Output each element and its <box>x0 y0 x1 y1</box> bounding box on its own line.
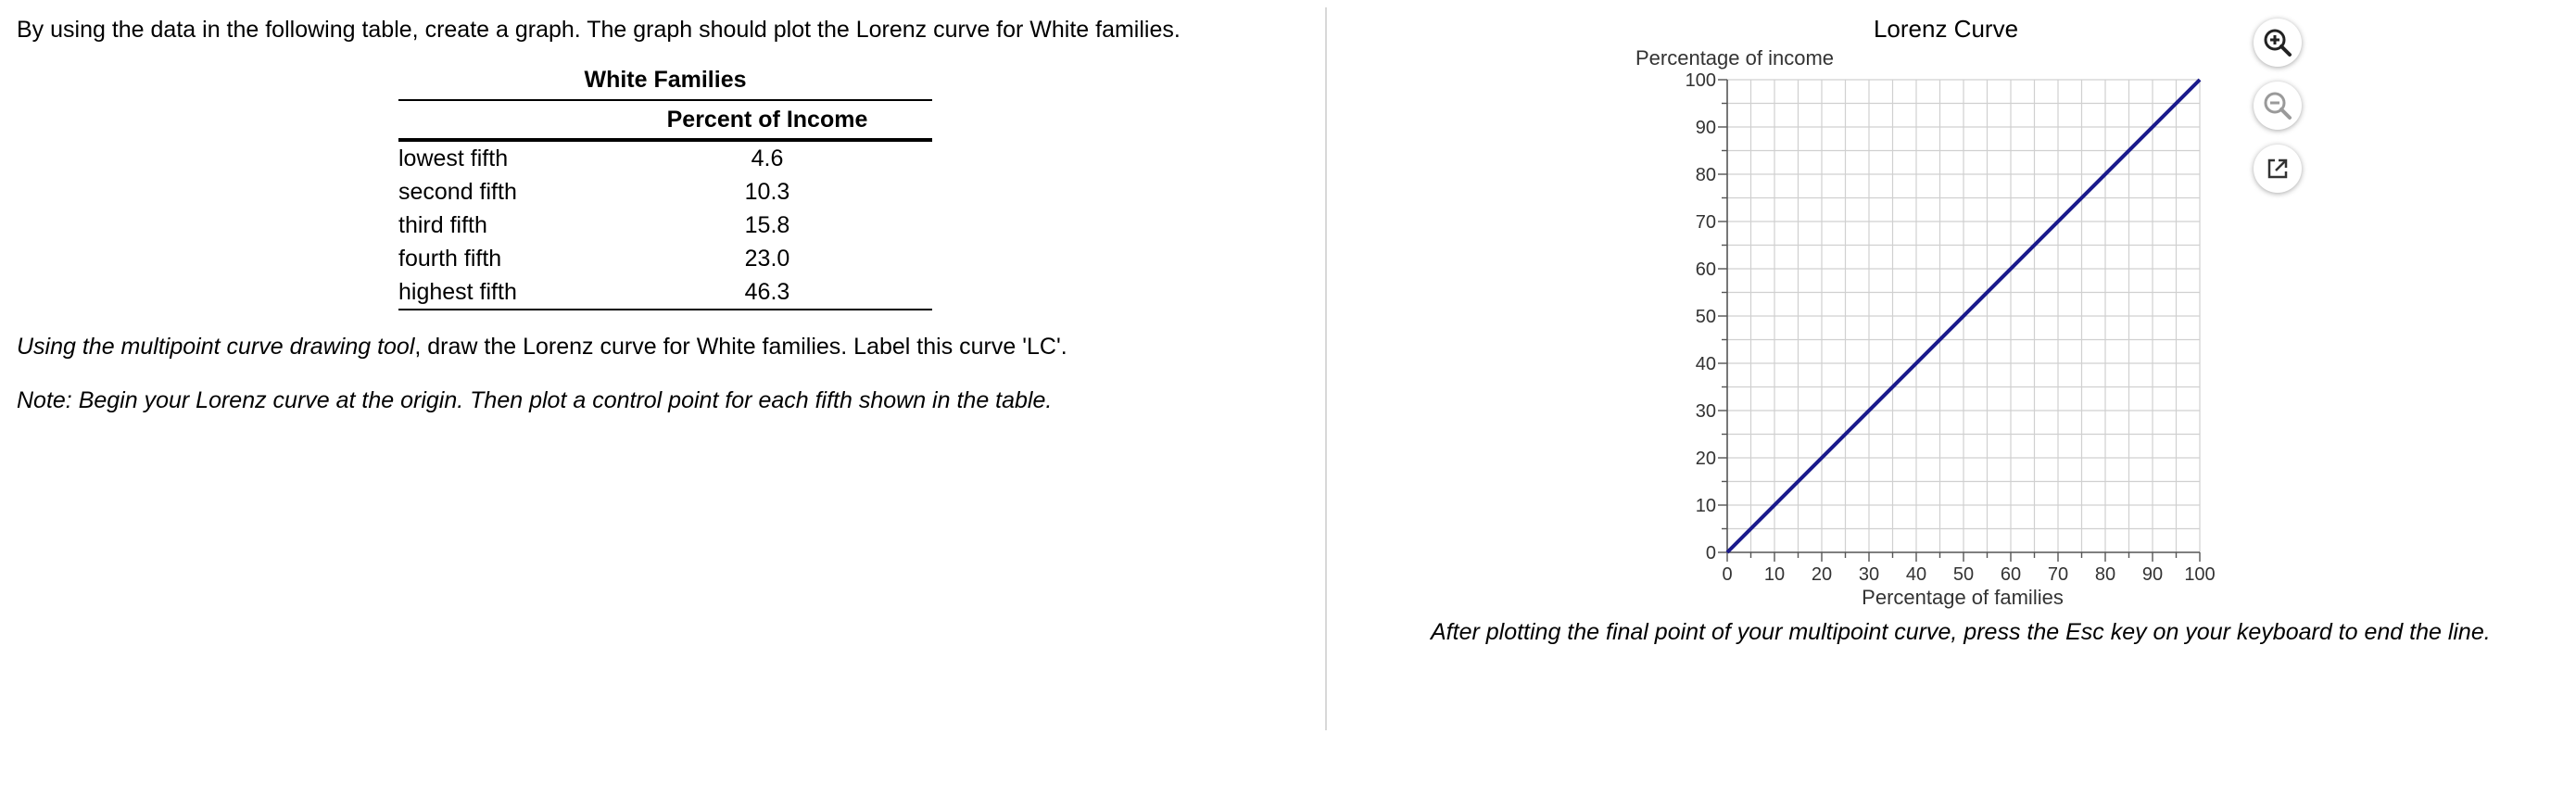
table-row <box>398 209 932 242</box>
x-tick-label: 40 <box>1905 564 1927 585</box>
x-tick-label: 90 <box>2141 564 2164 585</box>
row-label: highest fifth <box>398 275 602 310</box>
row-value: 10.3 <box>744 178 790 205</box>
y-tick-label: 60 <box>1695 259 1716 280</box>
y-tick-label: 90 <box>1695 118 1716 138</box>
instruction-text <box>17 334 1067 361</box>
note-text: Note: Begin your Lorenz curve at the origin. Then plot a control point for each fifth shown in the table. <box>17 387 1053 413</box>
category-header <box>398 100 602 140</box>
x-tick-label: 60 <box>2000 564 2022 585</box>
chart-title: Lorenz Curve <box>1873 15 2019 43</box>
y-tick-label: 10 <box>1695 496 1716 516</box>
row-label: fourth fifth <box>398 245 502 272</box>
y-tick-label: 80 <box>1695 165 1716 185</box>
table-row <box>398 275 932 310</box>
table-body <box>398 140 932 310</box>
table-row <box>398 175 932 209</box>
zoom-out-button[interactable] <box>2254 82 2302 130</box>
zoom-in-button[interactable] <box>2254 19 2302 67</box>
x-tick-label: 80 <box>2094 564 2116 585</box>
lorenz-chart[interactable] <box>1427 0 2216 612</box>
y-tick-label: 0 <box>1705 543 1716 563</box>
x-tick-label: 100 <box>2184 564 2216 585</box>
x-tick-label: 0 <box>1722 564 1733 585</box>
row-label: lowest fifth <box>398 145 509 171</box>
question-prompt: By using the data in the following table, create a graph. The graph should plot the Lorenz curve for White families. <box>17 17 1181 43</box>
row-value: 15.8 <box>744 211 790 238</box>
popout-button[interactable] <box>2254 145 2302 193</box>
zoom-out-icon <box>2261 89 2294 122</box>
row-label: second fifth <box>398 178 517 205</box>
y-tick-label: 50 <box>1695 307 1716 327</box>
row-value: 4.6 <box>751 145 784 171</box>
x-axis-label: Percentage of families <box>1862 586 2064 609</box>
table-caption: White Families <box>584 67 747 93</box>
pane-divider <box>1325 7 1327 730</box>
table-row <box>398 140 932 175</box>
income-table <box>398 67 932 310</box>
table-row <box>398 242 932 275</box>
footnote: After plotting the final point of your multipoint curve, press the Esc key on your keyboard to end the line. <box>1431 619 2491 645</box>
x-tick-label: 10 <box>1763 564 1786 585</box>
percent-income-header: Percent of Income <box>602 100 932 140</box>
zoom-in-icon <box>2261 26 2294 59</box>
x-tick-label: 20 <box>1811 564 1833 585</box>
y-tick-label: 100 <box>1685 70 1716 91</box>
y-tick-label: 70 <box>1695 212 1716 233</box>
y-tick-label: 30 <box>1695 401 1716 422</box>
row-label: third fifth <box>398 211 487 238</box>
y-axis-label: Percentage of income <box>1635 46 1835 70</box>
instruction-rest: , draw the Lorenz curve for White families. Label this curve 'LC'. <box>414 334 1067 360</box>
x-tick-label: 50 <box>1952 564 1975 585</box>
x-tick-label: 70 <box>2047 564 2069 585</box>
popout-icon <box>2264 155 2292 183</box>
y-tick-label: 20 <box>1695 449 1716 469</box>
row-value: 46.3 <box>602 275 932 310</box>
instruction-tool-name: Using the multipoint curve drawing tool <box>17 334 415 360</box>
row-value: 23.0 <box>744 245 790 272</box>
x-tick-label: 30 <box>1858 564 1880 585</box>
y-tick-label: 40 <box>1695 354 1716 374</box>
